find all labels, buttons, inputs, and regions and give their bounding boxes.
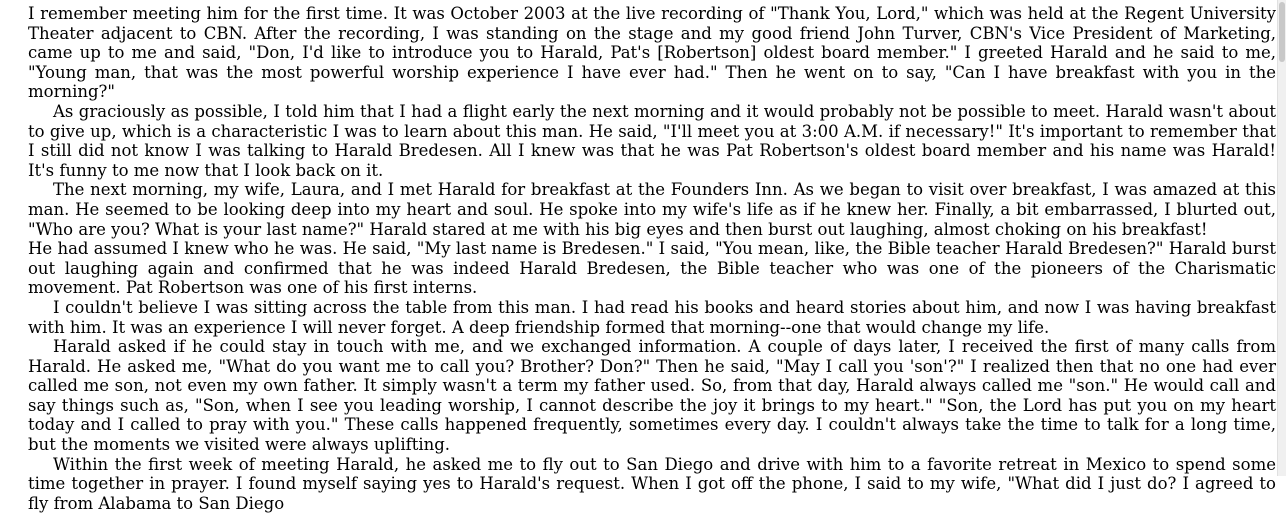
- paragraph-4: He had assumed I knew who he was. He said, "My last name is Bredesen." I said, "You mean, like, the Bible teacher Harald Bredesen?" Harald burst out laughing again and confirmed that he was indeed Harald Bredesen, the Bible teacher who was one of the pioneers of the Charismatic movement. Pat Robertson was one of his first interns.: [28, 239, 1276, 298]
- paragraph-2: As graciously as possible, I told him that I had a flight early the next morning and it would probably not be possible to meet. Harald wasn't about to give up, which is a characteristic I was to learn about this man. He said, "I'll meet you at 3:00 A.M. if necessary!" It's important to remember that I still did not know I was talking to Harald Bredesen. All I knew was that he was Pat Robertson's oldest board member and his name was Harald! It's funny to me now that I look back on it.: [28, 101, 1276, 180]
- scrollbar-thumb[interactable]: [1279, 2, 1285, 62]
- paragraph-7: Within the first week of meeting Harald, he asked me to fly out to San Diego and drive with him to a favorite retreat in Mexico to spend some time together in prayer. I found myself saying yes to Harald's request. When I got off the phone, I said to my wife, "What did I just do? I agreed to fly from Alabama to San Diego: [28, 454, 1276, 513]
- paragraph-3: The next morning, my wife, Laura, and I met Harald for breakfast at the Founders Inn. As we began to visit over breakfast, I was amazed at this man. He seemed to be looking deep into my heart and soul. He spoke into my wife's life as if he knew her. Finally, a bit embarrassed, I blurted out, "Who are you? What is your last name?" Harald stared at me with his big eyes and then burst out laughing, almost choking on his breakfast!: [28, 180, 1276, 239]
- paragraph-6: Harald asked if he could stay in touch with me, and we exchanged information. A couple of days later, I received the first of many calls from Harald. He asked me, "What do you want me to call you? Brother? Don?" Then he said, "May I call you 'son'?" I realized then that no one had ever called me son, not even my own father. It simply wasn't a term my father used. So, from that day, Harald always called me "son." He would call and say things such as, "Son, when I see you leading worship, I cannot describe the joy it brings to my heart." "Son, the Lord has put you on my heart today and I called to pray with you." These calls happened frequently, sometimes every day. I couldn't always take the time to talk for a long time, but the moments we visited were always uplifting.: [28, 337, 1276, 455]
- text-column: [28, 4, 1276, 513]
- vertical-scrollbar[interactable]: [1277, 0, 1286, 476]
- paragraph-5: I couldn't believe I was sitting across the table from this man. I had read his books and heard stories about him, and now I was having breakfast with him. It was an experience I will never forget. A deep friendship formed that morning--one that would change my life.: [28, 297, 1276, 337]
- paragraph-1: I remember meeting him for the first time. It was October 2003 at the live recording of "Thank You, Lord," which was held at the Regent University Theater adjacent to CBN. After the recording, I was standing on the stage and my good friend John Turver, CBN's Vice President of Marketing, came up to me and said, "Don, I'd like to introduce you to Harald, Pat's [Robertson] oldest board member." I greeted Harald and he said to me, "Young man, that was the most powerful worship experience I have ever had." Then he went on to say, "Can I have breakfast with you in the morning?": [28, 4, 1276, 102]
